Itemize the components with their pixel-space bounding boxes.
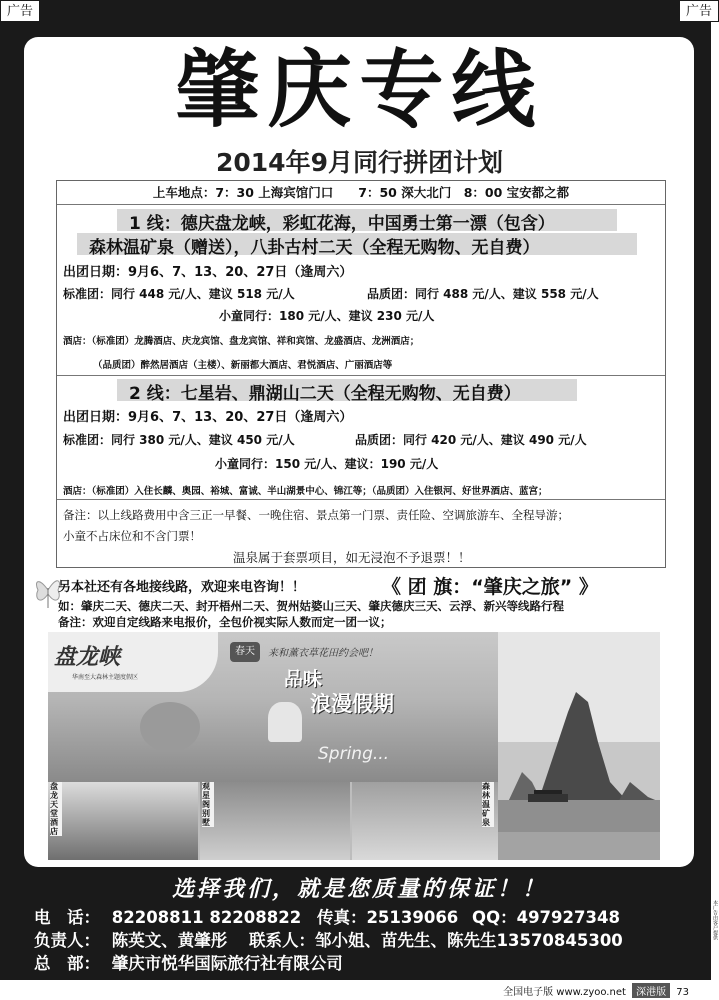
villa-photo bbox=[200, 782, 350, 860]
line1-std-price: 标准团：同行 448 元/人、建议 518 元/人 bbox=[63, 287, 295, 301]
main-title: 肇庆专线 bbox=[175, 41, 544, 139]
page-footer bbox=[0, 980, 719, 1000]
promo-routes: 如：肇庆二天、德庆二天、封开梧州二天、贺州姑婆山三天、肇庆德庆三天、云浮、新兴等线路行程 bbox=[58, 599, 564, 613]
manager-label: 负责人： bbox=[34, 931, 100, 950]
line1-title-a: 1 线：德庆盘龙峡，彩虹花海，中国勇士第一漂（包含） bbox=[129, 214, 555, 234]
line2-title: 2 线：七星岩、鼎湖山二天（全程无购物、无自费） bbox=[129, 384, 521, 404]
line1-dates: 出团日期：9月6、7、13、20、27日（逢周六） bbox=[63, 265, 353, 280]
brand-logo: 盘龙峡 bbox=[54, 645, 121, 670]
page-number: 73 bbox=[676, 987, 689, 998]
hq-label: 总 部： bbox=[34, 954, 100, 973]
spring-badge: 春天 bbox=[230, 642, 260, 662]
spring-text: Spring... bbox=[318, 744, 390, 764]
sub-label-2: 观星阁别墅 bbox=[202, 782, 214, 827]
promo-flag: 《 团 旗：“肇庆之旅” 》 bbox=[382, 576, 598, 598]
headline-1: 品味 bbox=[284, 668, 323, 690]
qq-number: QQ：497927348 bbox=[472, 908, 620, 927]
seven-star-crags-photo bbox=[498, 632, 660, 860]
line2-child-price: 小童同行：150 元/人、建议：190 元/人 bbox=[215, 457, 439, 471]
plan-table bbox=[56, 180, 666, 568]
contact-phone-row bbox=[34, 904, 620, 928]
contact-persons: 联系人：邹小姐、苗先生、陈先生13570845300 bbox=[249, 931, 623, 950]
dancer-figure bbox=[268, 702, 302, 742]
sub-label-3: 森林温矿泉 bbox=[482, 782, 494, 827]
sub-title: 2014年9月同行拼团计划 bbox=[216, 148, 503, 177]
hq-name: 肇庆市悦华国际旅行社有限公司 bbox=[111, 954, 343, 973]
ad-label-left: 广告 bbox=[0, 0, 40, 22]
divider-line2 bbox=[57, 375, 665, 376]
note-hotspring: 温泉属于套票项目，如无浸泡不予退票！！ bbox=[233, 550, 471, 565]
line1-child-price: 小童同行：180 元/人、建议 230 元/人 bbox=[219, 309, 435, 323]
promo-consult: 另本社还有各地接线路，欢迎来电咨询！！ bbox=[58, 580, 306, 595]
note-includes: 备注：以上线路费用中含三正一早餐、一晚住宿、景点第一门票、责任险、空调旅游车、全程导游； bbox=[63, 508, 569, 522]
headline-2: 浪漫假期 bbox=[310, 692, 394, 716]
side-disclaimer: 本广告由客户提供 bbox=[712, 900, 718, 940]
lavender-field-photo bbox=[48, 632, 498, 782]
line2-dates: 出团日期：9月6、7、13、20、27日（逢周六） bbox=[63, 410, 353, 425]
banner-top: 来和薰衣草花田约会吧！ bbox=[268, 648, 378, 659]
hotel-photo bbox=[48, 782, 198, 860]
line1-hotels-std: 酒店：（标准团）龙腾酒店、庆龙宾馆、盘龙宾馆、祥和宾馆、龙盛酒店、龙洲酒店； bbox=[63, 336, 420, 347]
promo-custom: 备注：欢迎自定线路来电报价，全包价视实际人数而定一团一议； bbox=[58, 615, 392, 629]
brand-subtitle: 华南至大森林主题度假区 bbox=[72, 674, 139, 681]
slogan: 选择我们，就是您质量的保证！！ bbox=[171, 877, 547, 902]
fax-number: 传真：25139066 bbox=[316, 908, 459, 927]
contact-hq-row bbox=[34, 950, 343, 974]
line2-quality-price: 品质团：同行 420 元/人、建议 490 元/人 bbox=[355, 433, 587, 447]
edition-badge: 深港版 bbox=[632, 983, 670, 998]
top-bar bbox=[0, 0, 719, 22]
line1-title-b: 森林温矿泉（赠送），八卦古村二天（全程无购物、无自费） bbox=[89, 238, 540, 258]
line1-hotels-quality: （品质团）醉然居酒店（主楼）、新丽都大酒店、君悦酒店、广丽酒店等 bbox=[93, 360, 393, 371]
footer-text bbox=[503, 983, 689, 998]
spring-photo bbox=[352, 782, 498, 860]
note-children: 小童不占床位和不含门票！ bbox=[63, 529, 201, 543]
ad-label-right: 广告 bbox=[679, 0, 719, 22]
line2-hotels: 酒店：（标准团）入住长麟、奥园、裕城、富诚、半山湖景中心、锦江等；（品质团）入住银河、好世界酒店、蓝宫； bbox=[63, 486, 548, 497]
divider-notes bbox=[57, 499, 665, 500]
phone-numbers: 82208811 82208822 bbox=[111, 908, 302, 927]
sub-label-1: 盘龙天堂酒店 bbox=[50, 782, 62, 836]
contact-manager-row bbox=[34, 927, 623, 951]
manager-names: 陈英文、黄肇彤 bbox=[111, 931, 228, 950]
resort-photo-strip bbox=[48, 782, 498, 860]
footer-site: 全国电子版 www.zyoo.net bbox=[503, 987, 626, 998]
phone-label: 电 话： bbox=[34, 908, 100, 927]
line2-std-price: 标准团：同行 380 元/人、建议 450 元/人 bbox=[63, 433, 295, 447]
woman-figure bbox=[140, 702, 200, 752]
pickup-row: 上车地点：7：30 上海宾馆门口 7：50 深大北门 8：00 宝安都之都 bbox=[57, 181, 665, 205]
line1-quality-price: 品质团：同行 488 元/人、建议 558 元/人 bbox=[367, 287, 599, 301]
